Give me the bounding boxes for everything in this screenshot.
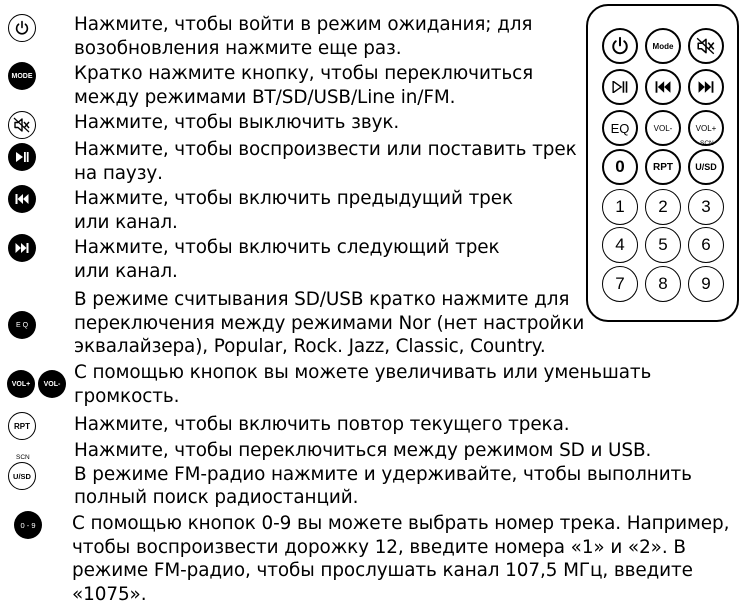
remote-rpt-button: RPT: [645, 149, 681, 185]
remote-scn-label: SCN: [700, 140, 714, 147]
text-line: между режимами BT/SD/USB/Line in/FM.: [74, 86, 533, 110]
remote-mode-button: Mode: [645, 28, 681, 64]
eq-icon: E Q: [8, 311, 36, 339]
text-line: режиме FM-радио, чтобы прослушать канал 107,5 МГц, введите: [72, 559, 729, 583]
remote-eq-button: EQ: [602, 110, 638, 146]
eq-description: [74, 288, 584, 359]
remote-digit-button: 5: [645, 227, 681, 263]
text-line: Нажмите, чтобы выключить звук.: [74, 111, 399, 135]
text-line: Нажмите, чтобы воспроизвести или поставить трек: [74, 138, 577, 162]
remote-previous-button: [645, 69, 681, 105]
mute-icon: [8, 111, 36, 139]
text-line: громкость.: [74, 385, 651, 409]
remote-digit-button: 1: [602, 189, 638, 225]
text-line: или канал.: [74, 211, 513, 235]
volume-description: [74, 361, 651, 408]
remote-power-button: [602, 28, 638, 64]
digits-icon: 0 - 9: [14, 511, 42, 539]
remote-digit-button: 8: [645, 266, 681, 302]
digits-description: [72, 512, 729, 606]
remote-next-button: [688, 69, 724, 105]
text-line: эквалайзера), Popular, Rock. Jazz, Classic, Country.: [74, 335, 584, 359]
usd-description: [74, 439, 692, 510]
text-line: полный поиск радиостанций.: [74, 486, 692, 510]
volume-up-icon: VOL+: [7, 370, 35, 398]
remote-mute-button: [688, 28, 724, 64]
power-icon: [8, 14, 36, 42]
scn-label: SCN: [16, 454, 30, 461]
mode-icon: MODE: [8, 62, 36, 90]
remote-digit-button: 4: [602, 227, 638, 263]
text-line: на паузу.: [74, 162, 577, 186]
play-pause-description: [74, 138, 577, 185]
text-line: В режиме FM-радио нажмите и удерживайте, чтобы выполнить: [74, 463, 692, 487]
text-line: Кратко нажмите кнопку, чтобы переключиться: [74, 62, 533, 86]
remote-usd-button: U/SD: [688, 149, 724, 185]
text-line: чтобы воспроизвести дорожку 12, введите номера «1» и «2». В: [72, 536, 729, 560]
previous-track-icon: [8, 185, 36, 213]
remote-digit-button: 2: [645, 189, 681, 225]
text-line: возобновления нажмите еще раз.: [74, 37, 532, 61]
power-description: [74, 13, 532, 60]
text-line: «1075».: [72, 583, 729, 606]
next-description: [74, 236, 500, 283]
remote-zero-button: 0: [602, 149, 638, 185]
remote-vol-plus-button: VOL+: [688, 110, 724, 146]
repeat-icon: RPT: [8, 412, 36, 440]
text-line: переключения между режимами Nor (нет настройки: [74, 312, 584, 336]
repeat-description: [74, 413, 570, 437]
text-line: Нажмите, чтобы войти в режим ожидания; для: [74, 13, 532, 37]
next-track-icon: [8, 234, 36, 262]
remote-play-pause-button: [602, 69, 638, 105]
mute-description: [74, 111, 399, 135]
usd-icon: U/SD: [8, 462, 36, 490]
remote-vol-minus-button: VOL-: [645, 110, 681, 146]
text-line: С помощью кнопок вы можете увеличивать или уменьшать: [74, 361, 651, 385]
previous-description: [74, 187, 513, 234]
remote-digit-button: 6: [688, 227, 724, 263]
text-line: Нажмите, чтобы переключиться между режимом SD и USB.: [74, 439, 692, 463]
remote-digit-button: 7: [602, 266, 638, 302]
text-line: Нажмите, чтобы включить повтор текущего трека.: [74, 413, 570, 437]
volume-down-icon: VOL-: [38, 370, 66, 398]
text-line: Нажмите, чтобы включить следующий трек: [74, 236, 500, 260]
remote-digit-button: 3: [688, 189, 724, 225]
remote-control: [586, 4, 739, 322]
remote-digit-button: 9: [688, 266, 724, 302]
text-line: или канал.: [74, 260, 500, 284]
text-line: С помощью кнопок 0-9 вы можете выбрать номер трека. Например,: [72, 512, 729, 536]
play-pause-icon: [8, 143, 36, 171]
mode-description: [74, 62, 533, 109]
text-line: В режиме считывания SD/USB кратко нажмите для: [74, 288, 584, 312]
text-line: Нажмите, чтобы включить предыдущий трек: [74, 187, 513, 211]
